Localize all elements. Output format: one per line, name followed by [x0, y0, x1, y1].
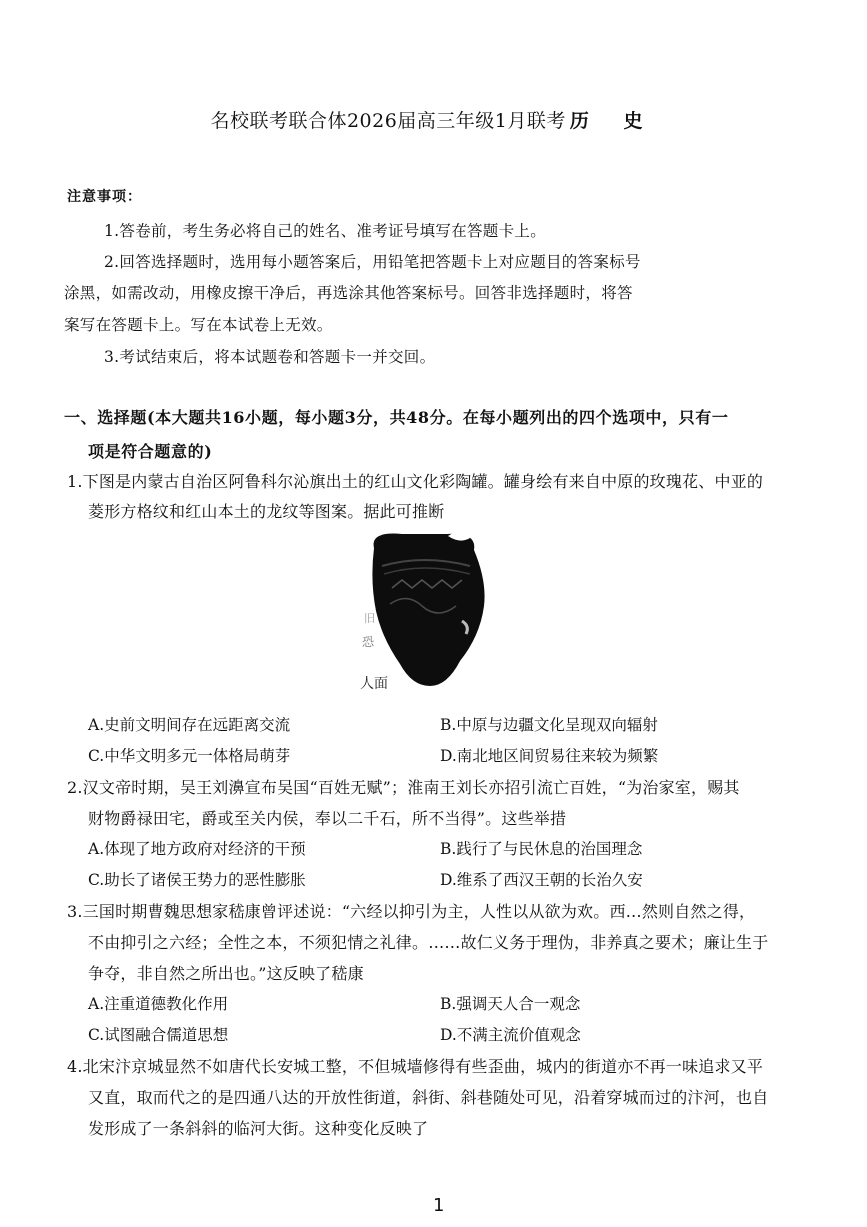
question-4-stem: 4.北宋汴京城显然不如唐代长安城工整，不但城墙修得有些歪曲，城内的街道亦不再一味追求又平 [67, 1057, 764, 1076]
svg-text:旧: 旧 [364, 612, 375, 625]
note-line: 涂黑，如需改动，用橡皮擦干净后，再选涂其他答案标号。回答非选择题时，将答 [64, 284, 633, 302]
question-2-stem: 财物爵禄田宅，爵或至关内侯，奉以二千石，所不当得”。这些举措 [88, 809, 567, 828]
question-1-stem: 菱形方格纹和红山本土的龙纹等图案。据此可推断 [88, 502, 445, 521]
section-heading-line: 项是符合题意的) [88, 442, 213, 461]
question-3-option-a: A.注重道德教化作用 [88, 995, 229, 1013]
question-3-option-d: D.不满主流价值观念 [440, 1026, 581, 1044]
note-line: 1.答卷前，考生务必将自己的姓名、准考证号填写在答题卡上。 [104, 222, 546, 240]
note-line: 2.回答选择题时，选用每小题答案后，用铅笔把答题卡上对应题目的答案标号 [104, 253, 641, 271]
page-title [0, 106, 867, 133]
section-heading-line: 一、选择题(本大题共16小题，每小题3分，共48分。在每小题列出的四个选项中，只有一 [64, 408, 729, 427]
subject-name: 历 史 [569, 110, 657, 132]
question-2-option-d: D.维系了西汉王朝的长治久安 [440, 871, 643, 889]
note-line: 3.考试结束后，将本试题卷和答题卡一并交回。 [104, 348, 436, 366]
question-1-option-d: D.南北地区间贸易往来较为频繁 [440, 747, 659, 765]
question-4-stem: 发形成了一条斜斜的临河大街。这种变化反映了 [88, 1119, 429, 1138]
question-3-stem: 3.三国时期曹魏思想家嵇康曾评述说：“六经以抑引为主，人性以从欲为欢。西…然则自然之得， [67, 902, 756, 921]
question-1-stem: 1.下图是内蒙古自治区阿鲁科尔沁旗出土的红山文化彩陶罐。罐身绘有来自中原的玫瑰花、中亚的 [67, 472, 764, 491]
pottery-jar-image [352, 526, 497, 691]
question-1-option-c: C.中华文明多元一体格局萌芽 [88, 747, 291, 765]
question-2-option-a: A.体现了地方政府对经济的干预 [88, 840, 306, 858]
question-2-option-c: C.助长了诸侯王势力的恶性膨胀 [88, 871, 306, 889]
section-heading [64, 405, 804, 462]
question-2-option-b: B.践行了与民休息的治国理念 [440, 840, 643, 858]
question-3-option-c: C.试图融合儒道思想 [88, 1026, 229, 1044]
question-3-stem: 争夺，非自然之所出也。”这反映了嵇康 [88, 964, 364, 983]
question-3-stem: 不由抑引之六经；全性之本，不须犯情之礼律。……故仁义务于理伪，非养真之要术；廉让生于 [88, 933, 769, 952]
question-1-option-b: B.中原与边疆文化呈现双向辐射 [440, 716, 658, 734]
question-3-option-b: B.强调天人合一观念 [440, 995, 581, 1013]
figure-caption: 人面 [360, 676, 388, 691]
page-number: 1 [433, 1195, 445, 1216]
notes-heading: 注意事项： [67, 189, 142, 205]
note-line: 案写在答题卡上。写在本试卷上无效。 [64, 316, 333, 334]
title-prefix: 名校联考联合体2026届高三年级1月联考 [210, 110, 566, 132]
svg-text:恐: 恐 [362, 635, 375, 649]
question-4-stem: 又直，取而代之的是四通八达的开放性街道，斜街、斜巷随处可见，沿着穿城而过的汴河，也自 [88, 1088, 769, 1107]
question-2-stem: 2.汉文帝时期，吴王刘濞宣布吴国“百姓无赋”；淮南王刘长亦招引流亡百姓，“为治家室，赐其 [67, 778, 740, 797]
question-1-option-a: A.史前文明间存在远距离交流 [88, 716, 291, 734]
